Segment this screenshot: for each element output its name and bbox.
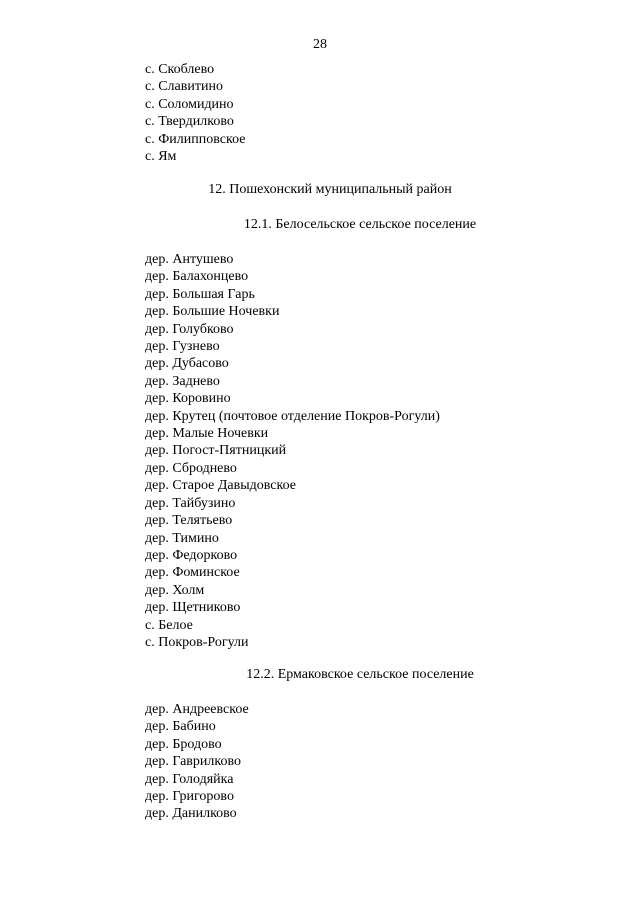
district-heading: 12. Пошехонский муниципальный район — [208, 182, 452, 197]
section-heading-belosel: 12.1. Белосельское сельское поселение — [243, 217, 477, 232]
list-item: дер. Голубково — [145, 321, 234, 337]
list-item: дер. Дубасово — [145, 356, 229, 372]
list-item: дер. Щетниково — [145, 600, 241, 616]
list-item: дер. Данилково — [145, 806, 237, 822]
list-item: дер. Бабино — [145, 719, 216, 735]
list-item: дер. Коровино — [145, 391, 231, 407]
list-item: дер. Тайбузино — [145, 495, 236, 511]
list-item: дер. Малые Ночевки — [145, 426, 269, 442]
list-item: дер. Балахонцево — [145, 269, 249, 285]
list-item: дер. Антушево — [145, 252, 234, 267]
list-item: дер. Сброднево — [145, 460, 237, 476]
list-item: дер. Бродово — [145, 736, 222, 752]
list-item: дер. Телятьево — [145, 513, 233, 529]
settlement-list-ermakov — [145, 701, 249, 823]
list-item: с. Твердилково — [145, 114, 234, 130]
list-item: с. Белое — [145, 617, 193, 633]
list-item: дер. Гаврилково — [145, 754, 241, 770]
list-item: с. Соломидино — [145, 96, 234, 112]
list-item: с. Ям — [145, 149, 177, 165]
list-item: дер. Большая Гарь — [145, 286, 255, 302]
list-item: дер. Федорково — [145, 547, 238, 563]
settlement-list-top — [145, 61, 245, 165]
list-item: дер. Крутец (почтовое отделение Покров-Рогули) — [145, 408, 440, 424]
list-item: дер. Тимино — [145, 530, 219, 546]
list-item: дер. Гузнево — [145, 339, 220, 355]
list-item: дер. Погост-Пятницкий — [145, 443, 287, 459]
list-item: с. Славитино — [145, 79, 223, 95]
settlement-list-belosel — [145, 251, 440, 651]
section-heading-ermakov: 12.2. Ермаковское сельское поселение — [246, 667, 474, 682]
list-item: с. Покров-Рогули — [145, 634, 249, 650]
list-item: дер. Старое Давыдовское — [145, 478, 296, 494]
list-item: с. Скоблево — [145, 62, 215, 77]
list-item: дер. Заднево — [145, 373, 220, 389]
list-item: дер. Голодяйка — [145, 771, 234, 787]
page-number: 28 — [313, 37, 327, 52]
list-item: дер. Холм — [145, 582, 205, 598]
list-item: дер. Фоминское — [145, 565, 240, 581]
list-item: с. Филипповское — [145, 131, 246, 147]
list-item: дер. Григорово — [145, 789, 234, 805]
list-item: дер. Андреевское — [145, 702, 249, 717]
list-item: дер. Большие Ночевки — [145, 304, 280, 320]
